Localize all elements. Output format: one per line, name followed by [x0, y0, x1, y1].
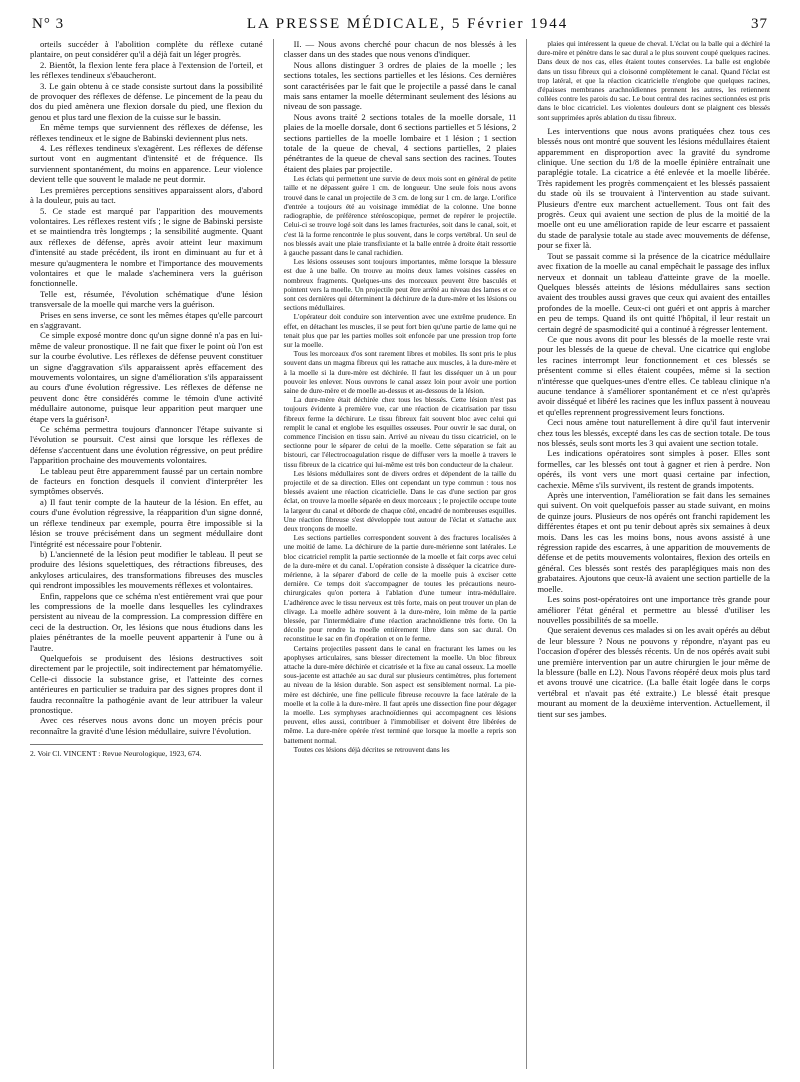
middle-column	[273, 39, 528, 1069]
paragraph: Tout se passait comme si la présence de la cicatrice médullaire avec fixation de la moelle au canal empêchait le passage des influx nerveux et donnait un tableau d'atteinte grave de la moelle. Quelques blessés atteints de lésions médullaires sans section avaient des troubles aussi graves que ceux qui avaient des entailles profondes de la moelle. Ceux-ci ont guéri et ont appris à marcher en peu de temps. Quand ils ont quitté l'hôpital, il leur restait un certain degré de spasmodicité qui a continué à régresser lentement.	[537, 250, 771, 334]
footnote: 2. Voir Cl. VINCENT : Revue Neurologique, 1923, 674.	[30, 744, 263, 758]
paragraph: Les soins post-opératoires ont une importance très grande pour améliorer l'état général et permettre au blessé d'utiliser les nouvelles possibilités de sa moelle.	[537, 594, 771, 625]
paragraph: orteils succéder à l'abolition complète du réflexe cutané plantaire, on peut considérer qu'il a déjà fait un léger progrès.	[30, 39, 263, 60]
paragraph: II. — Nous avons cherché pour chacun de nos blessés à les classer dans un des stades que nous venons d'indiquer.	[283, 39, 517, 60]
paragraph: Les indications opératoires sont simples à poser. Elles sont formelles, car les blessés ont tout à gagner et rien à perdre. Non opérés, ils vont vers une mort quasi certaine par infection, cachexie. Même s'ils survivent, ils restent de grands impotents.	[537, 448, 771, 490]
paragraph: Les lésions osseuses sont toujours importantes, même lorsque la blessure est due à une balle. On trouve au moins deux lames voisines cassées en nombreux fragments. Quelques-uns des morceaux peuvent être basculés et pointent vers la moelle. Un projectile peut être arrêté au niveau des lames et ce sont ces dernières qui déterminent la déchirure de la dure-mère et les lésions ou sections médullaires.	[283, 257, 517, 313]
paragraph: b) L'ancienneté de la lésion peut modifier le tableau. Il peut se produire des lésions squelettiques, des rétractions fibreuses, des ankyloses articulaires, des transformations fibreuses des muscles qui rendront impossibles les mouvements réflexes et volontaires.	[30, 548, 263, 591]
paragraph: Nous allons distinguer 3 ordres de plaies de la moelle ; les sections totales, les sections partielles et les lésions. Ces dernières sont caractérisées par le fait que le projectile a passé dans le canal mais sans entamer la moelle déterminant seulement des lésions au niveau de son passage.	[283, 59, 517, 112]
paragraph: Enfin, rappelons que ce schéma n'est entièrement vrai que pour les compressions de la moelle dans lesquelles les cylindraxes persistent au niveau de la compression. La compression diffère en ceci de la destruction. Or, les lésions que nous étudions dans les plaies pénétrantes de la moelle peuvent appartenir à l'une ou à l'autre.	[30, 590, 263, 653]
page-header	[30, 16, 770, 39]
paragraph: Toutes ces lésions déjà décrites se retrouvent dans les	[293, 744, 450, 754]
paragraph: Les éclats qui permettent une survie de deux mois sont en général de petite taille et ne dépassent guère 1 cm. de longueur. Une seule fois nous avons trouvé dans le canal un projectile de 3 cm. de long sur 1 cm. de large. L'orifice d'entrée a toujours été au voisinage immédiat de la colonne. Une bonne radiographie, de préférence stéréoscopique, permet de repérer le projectile. Celui-ci se trouve logé soit dans les lames fracturées, soit dans le canal, soit, et c'est là la forme rencontrée le plus souvent, dans le corps vertébral. Un seul de nos blessés avait une plaie transfixiante et la balle entrée à droite était ressortie à gauche passant dans le canal rachidien.	[283, 174, 517, 257]
paragraph: Ceci nous amène tout naturellement à dire qu'il faut intervenir chez tous les blessés, excepté dans les cas de section totale. De tous nos blessés, seuls sont morts les 3 qui avaient une section totale.	[537, 417, 771, 449]
paragraph: Le tableau peut être apparemment faussé par un certain nombre de facteurs en fonction desquels il convient d'interpréter les symptômes observés.	[30, 465, 263, 497]
paragraph: Tous les morceaux d'os sont rarement libres et mobiles. Ils sont pris le plus souvent dans un magma fibreux qui les rattache aux muscles, à la dure-mère et à la moelle si la dure-mère est déchirée. Il faut les disséquer un à un pour pouvoir les enlever. Nous ouvrons le canal assez loin pour avoir une portion saine de dure-mère et de moelle au-dessus et au-dessous de la lésion.	[283, 349, 517, 395]
paragraph: Telle est, résumée, l'évolution schématique d'une lésion transversale de la moelle qui marche vers la guérison.	[30, 288, 263, 310]
paragraph: 5. Ce stade est marqué par l'apparition des mouvements volontaires. Les réflexes restent vifs ; le signe de Babinski persiste et se maintiendra très longtemps ; la sensibilité augmente. Quant aux réflexes de défense, après avoir atteint leur maximum d'intensité au stade précédent, ils iront en diminuant au fur et à mesure qu'augmentera le nombre et l'importance des mouvements volontaires et que le malade s'acheminera vers la guérison fonctionnelle.	[30, 205, 263, 289]
paragraph: En même temps que surviennent des réflexes de défense, les réflexes tendineux et le signe de Babinski deviennent plus nets.	[30, 122, 263, 143]
text-columns	[30, 39, 770, 1069]
paragraph: Avec ces réserves nous avons donc un moyen précis pour reconnaître la gravité d'une lésion médullaire, suivre l'évolution.	[30, 715, 263, 736]
paragraph: 3. Le gain obtenu à ce stade consiste surtout dans la possibilité de provoquer des réflexes de défense. Le pincement de la peau du dos du pied amènera une flexion dorsale du pied, une flexion du genou et plus tard une flexion de la cuisse sur le bassin.	[30, 80, 263, 122]
paragraph: Après une intervention, l'amélioration se fait dans les semaines qui suivent. On voit quelquefois passer au stade suivant, en moins de quinze jours. Plusieurs de nos opérés ont franchi rapidement les différentes étapes et ont pu tenir debout après six semaines à deux mois. Dans les cas les moins bons, nous avons assisté à une régression rapide des escarres, à une apparition de mouvements de défense et de petits mouvements volontaires, flexion des orteils en général. Ces blessés sont restés des paraplégiques mais non des grabataires. Ajoutons que ceux-là avaient une section partielle de la moelle.	[537, 490, 771, 594]
paragraph: L'opérateur doit conduire son intervention avec une extrême prudence. En effet, en détachant les muscles, il se peut fort bien qu'une partie de lame qui ne tenait plus que par les parties molles soit enfoncée par une pression trop forte sur la moelle.	[283, 312, 517, 349]
paragraph: Quelquefois se produisent des lésions destructives soit directement par le projectile, soit indirectement par hématomyélie. Celle-ci dissocie la substance grise, et l'atteinte des cornes antérieures en particulier se traduira par des signes propres dont il faudra reconnaître la pathogénie avant de leur attribuer la valeur pronostique.	[30, 652, 263, 715]
paragraph: Ce schéma permettra toujours d'annoncer l'étape suivante si l'évolution se poursuit. C'est ainsi que lorsque les réflexes de défense s'accentuent dans une évolution régressive, on peut prédire l'apparition prochaine des mouvements volontaires.	[30, 424, 263, 466]
paragraph: a) Il faut tenir compte de la hauteur de la lésion. En effet, au cours d'une évolution régressive, la réapparition d'un signe donné, un réflexe tendineux par exemple, pourra être impossible si la lésion se trouve précisément dans un segment médullaire dont l'intégrité est nécessaire pour l'obtenir.	[30, 496, 263, 549]
paragraph: Les interventions que nous avons pratiquées chez tous ces blessés nous ont montré que souvent les lésions médullaires étaient apparemment en disproportion avec la gravité du syndrome clinique. Une section du 1/8 de la moelle épinière entraînait une paraplégie totale. La cicatrice a été enlevée et la moelle libérée. Très rapidement les progrès commençaient et les blessés passaient du stade où ils se trouvaient à l'intervention au stade suivant. Plusieurs d'entre eux marchent actuellement. Tous ont fait des progrès. Ceux qui avaient une section de plus de la moitié de la moelle ont eu une amélioration rapide de leur escarre et passaient du stade de paralysie totale au stade avec mouvements de défense, pour se fixer là.	[537, 125, 771, 251]
paragraph: Les lésions médullaires sont de divers ordres et dépendent de la taille du projectile et de sa direction. Elles ont cependant un type commun : tous nos blessés avaient une réaction cicatricielle. Dans le cas d'une section par gros éclat, on trouve la moelle séparée en deux morceaux ; le projectile occupe toute la largeur du canal et déborde de chaque côté, encadré de nombreuses esquilles. Une réaction fibreuse s'est développée tout autour de l'éclat et s'attache aux deux tronçons de moelle.	[283, 468, 517, 533]
paragraph: Nous avons traité 2 sections totales de la moelle dorsale, 11 plaies de la moelle dorsale, dont 6 sections partielles et 5 lésions, 2 sections partielles de la moelle lombaire et 1 lésion ; 1 section totale de la queue de cheval, 4 sections partielles, 2 plaies pénétrantes de la queue de cheval sans section des racines. Toutes étaient des plaies par projectile.	[283, 111, 517, 174]
issue-number: N° 3	[32, 16, 65, 32]
paragraph: Les sections partielles correspondent souvent à des fractures localisées à une moitié de lame. La déchirure de la partie dure-mérienne sont latérales. Le bloc cicatriciel remplit la partie sectionnée de la moelle et fait corps avec celui de la dure-mère et du canal. L'opération consiste à disséquer la cicatrice dure-mérienne, à la séparer d'abord de celle de la moelle puis à exciser cette dernière. Ce temps doit s'accompagner de toutes les précautions neuro-chirurgicales qu'on portera à l'ablation d'une tumeur intra-médullaire. L'adhérence avec le tissu nerveux est très forte, mais on peut trouver un plan de clivage. La moelle adhère souvent à la dure-mère, loin même de la partie blessée, par l'intermédiaire d'une réaction arachnoïdienne très forte. On la décolle pour rendre la moelle entièrement libre dans son sac dural. On reconstitue le sac en fin d'opération et on le ferme.	[283, 533, 517, 644]
paragraph: Ce que nous avons dit pour les blessés de la moelle reste vrai pour les blessés de la queue de cheval. Une cicatrice qui englobe les racines interrompt leur fonctionnement et ces blessés se présentent comme si elles étaient coupées, même si la section n'intéresse que quelques-unes d'entre elles. Ce tableau clinique n'a aucune tendance à s'améliorer spontanément et ce n'est qu'après avoir disséqué et libéré les racines que les influx passent à nouveau et qu'elles reprennent progressivement leurs fonctions.	[537, 333, 771, 417]
journal-title: LA PRESSE MÉDICALE, 5 Février 1944	[246, 16, 569, 32]
paragraph: Ce simple exposé montre donc qu'un signe donné n'a pas en lui-même de valeur pronostique. Il ne fait que fixer le point où l'on est sur la courbe évolutive. Les réflexes de défense peuvent constituer un signe d'aggravation s'ils apparaissent après effacement des mouvements volontaires, un signe d'amélioration s'ils apparaissent au cours d'une évolution régressive. Les réflexes de défense ne peuvent donc être considérés comme le témoin d'une activité médullaire autonome, puisque leur apparition peut marquer une étape vers la guérison².	[30, 330, 263, 424]
paragraph: Les premières perceptions sensitives apparaissent alors, d'abord à la douleur, puis au tact.	[30, 184, 263, 206]
left-column	[30, 39, 263, 1069]
page-number: 37	[751, 16, 768, 32]
paragraph: Prises en sens inverse, ce sont les mêmes étapes qu'elle parcourt en s'aggravant.	[30, 309, 263, 330]
paragraph: plaies qui intéressent la queue de cheval. L'éclat ou la balle qui a déchiré la dure-mère et pénètre dans le sac dural a le plus souvent coupé quelques racines. Dans deux de nos cas, elles étaient toutes conservées. La balle est englobée dans un tissu fibreux qui a cloisonné complètement le canal. Quand l'éclat est trop latéral, et que la réaction cicatricielle n'englobe que quelques racines, d'épaisses membranes arachnoïdiennes prennent les autres, les retiennent collées contre les parois du sac. Le bout central des racines sectionnées est pris dans le bloc cicatriciel. Les violentes douleurs dont se plaignent ces blessés sont supprimées après ablation du tissu fibreux.	[537, 39, 771, 122]
paragraph: 2. Bientôt, la flexion lente fera place à l'extension de l'orteil, et les réflexes tendineux s'ébaucheront.	[30, 59, 263, 81]
paragraph: Que seraient devenus ces malades si on les avait opérés au début de leur blessure ? Nous ne pouvons y répondre, n'ayant pas eu l'occasion d'opérer des blessés récents. Un de nos opérés avait subi une première intervention par un autre chirurgien le jour même de la blessure (balle en L2). Nous l'avons réopéré deux mois plus tard et avons trouvé une cicatrice. (La balle était logée dans le corps vertébral et n'avait pas été extraite.) Le blessé était presque mourant au moment de la deuxième intervention. Actuellement, il tient sur ses jambes.	[537, 625, 771, 719]
paragraph: 4. Les réflexes tendineux s'exagèrent. Les réflexes de défense surtout vont en augmentant d'intensité et de fréquence. Ils surviennent spontanément, du moins en apparence. Leur violence devient telle que souvent le malade ne peut dormir.	[30, 143, 263, 185]
paragraph: La dure-mère était déchirée chez tous les blessés. Cette lésion n'est pas toujours évidente à première vue, car une réaction de cicatrisation par tissu fibreux ferme la déchirure. Le tissu fibreux fait souvent bloc avec celui qui remplit le canal et englobe les esquilles osseuses. Pour ouvrir le sac dural, on commence l'incision en tissu sain. Arrivé au niveau du tissu cicatriciel, on le sectionne pour le séparer de celui de la moelle. Cette séparation se fait au bistouri, car l'électrocoagulation risque de diffuser vers la moelle à travers le tissu fibreux de la cicatrice qui lui-même est très bon conducteur de la chaleur.	[283, 395, 517, 469]
paragraph: Certains projectiles passent dans le canal en fracturant les lames ou les apophyses articulaires, sans blesser directement la moelle. Un bloc fibreux attache la dure-mère déchirée et cicatrisée et la fixe au canal osseux. La moelle sous-jacente est attachée au sac dural sur plusieurs centimètres, plus fortement au niveau de la lésion durable. Son aspect est sensiblement normal. La pie-mère est déchirée, une fine pellicule fibreuse recouvre la face latérale de la moelle et la colle à la dure-mère. Il faut après une dissection fine pour dégager la moelle. Les symphyses arachnoïdiennes qui accompagnent ces lésions peuvent, elles aussi, contribuer à l'immobiliser et doivent être libérées de même. La dure-mère opérée n'est terminé que lorsque la moelle a repris son battement normal.	[283, 643, 517, 745]
right-column	[537, 39, 770, 1069]
